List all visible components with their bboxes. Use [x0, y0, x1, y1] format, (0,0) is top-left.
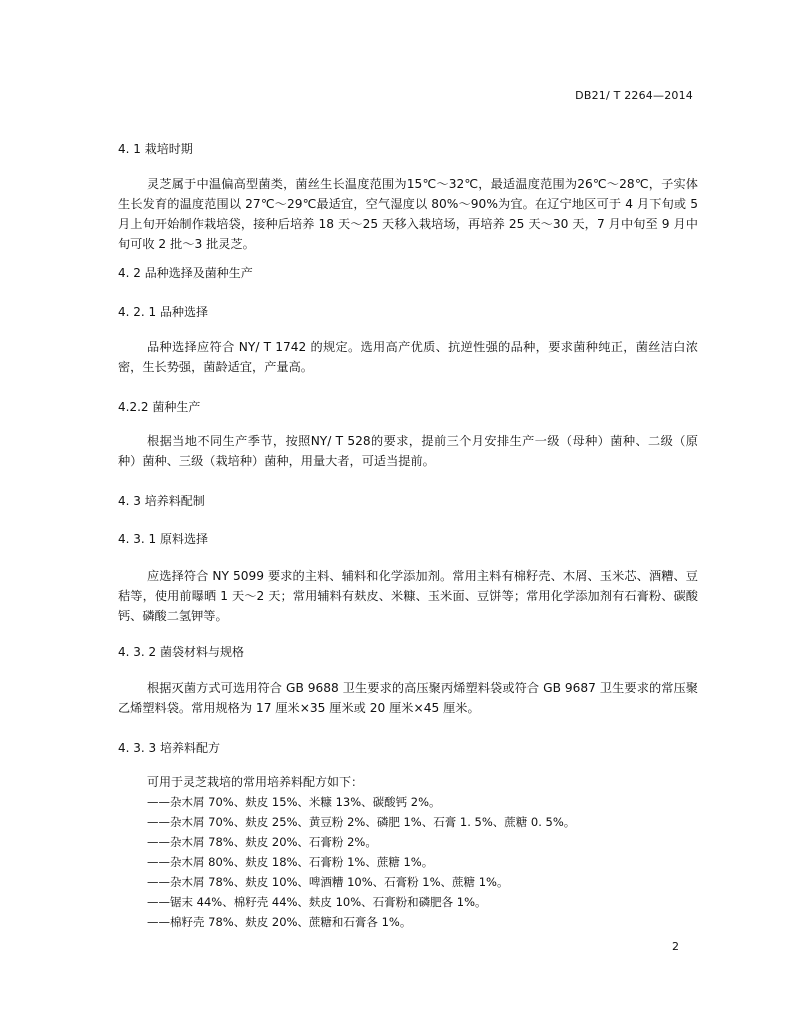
- page-number: 2: [672, 940, 679, 953]
- recipe-item: ——锯末 44%、棉籽壳 44%、麸皮 10%、石膏粉和磷肥各 1%。: [147, 895, 487, 909]
- recipe-item: ——杂木屑 78%、麸皮 10%、啤酒糟 10%、石膏粉 1%、蔗糖 1%。: [147, 875, 509, 889]
- section-paragraph-4-3-2: 根据灭菌方式可选用符合 GB 9688 卫生要求的高压聚丙烯塑料袋或符合 GB 9687 卫生要求的常压聚乙烯塑料袋。常用规格为 17 厘米×35 厘米或 20 厘米×45 厘米。: [118, 681, 698, 715]
- recipe-item: ——杂木屑 80%、麸皮 18%、石膏粉 1%、蔗糖 1%。: [147, 855, 434, 869]
- section-heading-4-2-2: 4.2.2 菌种生产: [118, 400, 201, 414]
- recipe-list: [147, 792, 575, 932]
- section-heading-4-3-2: 4. 3. 2 菌袋材料与规格: [118, 645, 244, 659]
- section-heading-4-1: 4. 1 栽培时期: [118, 142, 193, 156]
- recipe-item: ——杂木屑 70%、麸皮 15%、米糠 13%、碳酸钙 2%。: [147, 795, 441, 809]
- section-heading-4-2: 4. 2 品种选择及菌种生产: [118, 266, 253, 280]
- section-paragraph-4-1: 灵芝属于中温偏高型菌类，菌丝生长温度范围为15℃～32℃，最适温度范围为26℃～28℃，子实体生长发育的温度范围以 27℃～29℃最适宜，空气湿度以 80%～90%为宜。在辽宁地区可于 4 月下旬或 5 月上旬开始制作栽培袋，接种后培养 18 天～25 天移入栽培场，再培养 25 天～30 天，7 月中旬至 9 月中旬可收 2 批～3 批灵芝。: [118, 177, 698, 251]
- recipe-item: ——棉籽壳 78%、麸皮 20%、蔗糖和石膏各 1%。: [147, 915, 412, 929]
- recipe-intro: 可用于灵芝栽培的常用培养料配方如下：: [147, 775, 364, 789]
- section-heading-4-3: 4. 3 培养料配制: [118, 494, 205, 508]
- section-heading-4-3-1: 4. 3. 1 原料选择: [118, 532, 208, 546]
- recipe-item: ——杂木屑 70%、麸皮 25%、黄豆粉 2%、磷肥 1%、石膏 1. 5%、蔗糖 0. 5%。: [147, 815, 576, 829]
- section-heading-4-3-3: 4. 3. 3 培养料配方: [118, 741, 220, 755]
- section-paragraph-4-2-2: 根据当地不同生产季节，按照NY/ T 528的要求，提前三个月安排生产一级（母种）菌种、二级（原种）菌种、三级（栽培种）菌种，用量大者，可适当提前。: [118, 434, 698, 468]
- document-code: DB21/ T 2264—2014: [575, 89, 693, 102]
- section-heading-4-2-1: 4. 2. 1 品种选择: [118, 305, 208, 319]
- section-paragraph-4-3-1: 应选择符合 NY 5099 要求的主料、辅料和化学添加剂。常用主料有棉籽壳、木屑、玉米芯、酒糟、豆秸等，使用前曝晒 1 天～2 天；常用辅料有麸皮、米糠、玉米面、豆饼等；常用化学添加剂有石膏粉、碳酸钙、磷酸二氢钾等。: [118, 569, 698, 623]
- section-paragraph-4-2-1: 品种选择应符合 NY/ T 1742 的规定。选用高产优质、抗逆性强的品种，要求菌种纯正，菌丝洁白浓密，生长势强，菌龄适宜，产量高。: [118, 340, 698, 374]
- recipe-item: ——杂木屑 78%、麸皮 20%、石膏粉 2%。: [147, 835, 377, 849]
